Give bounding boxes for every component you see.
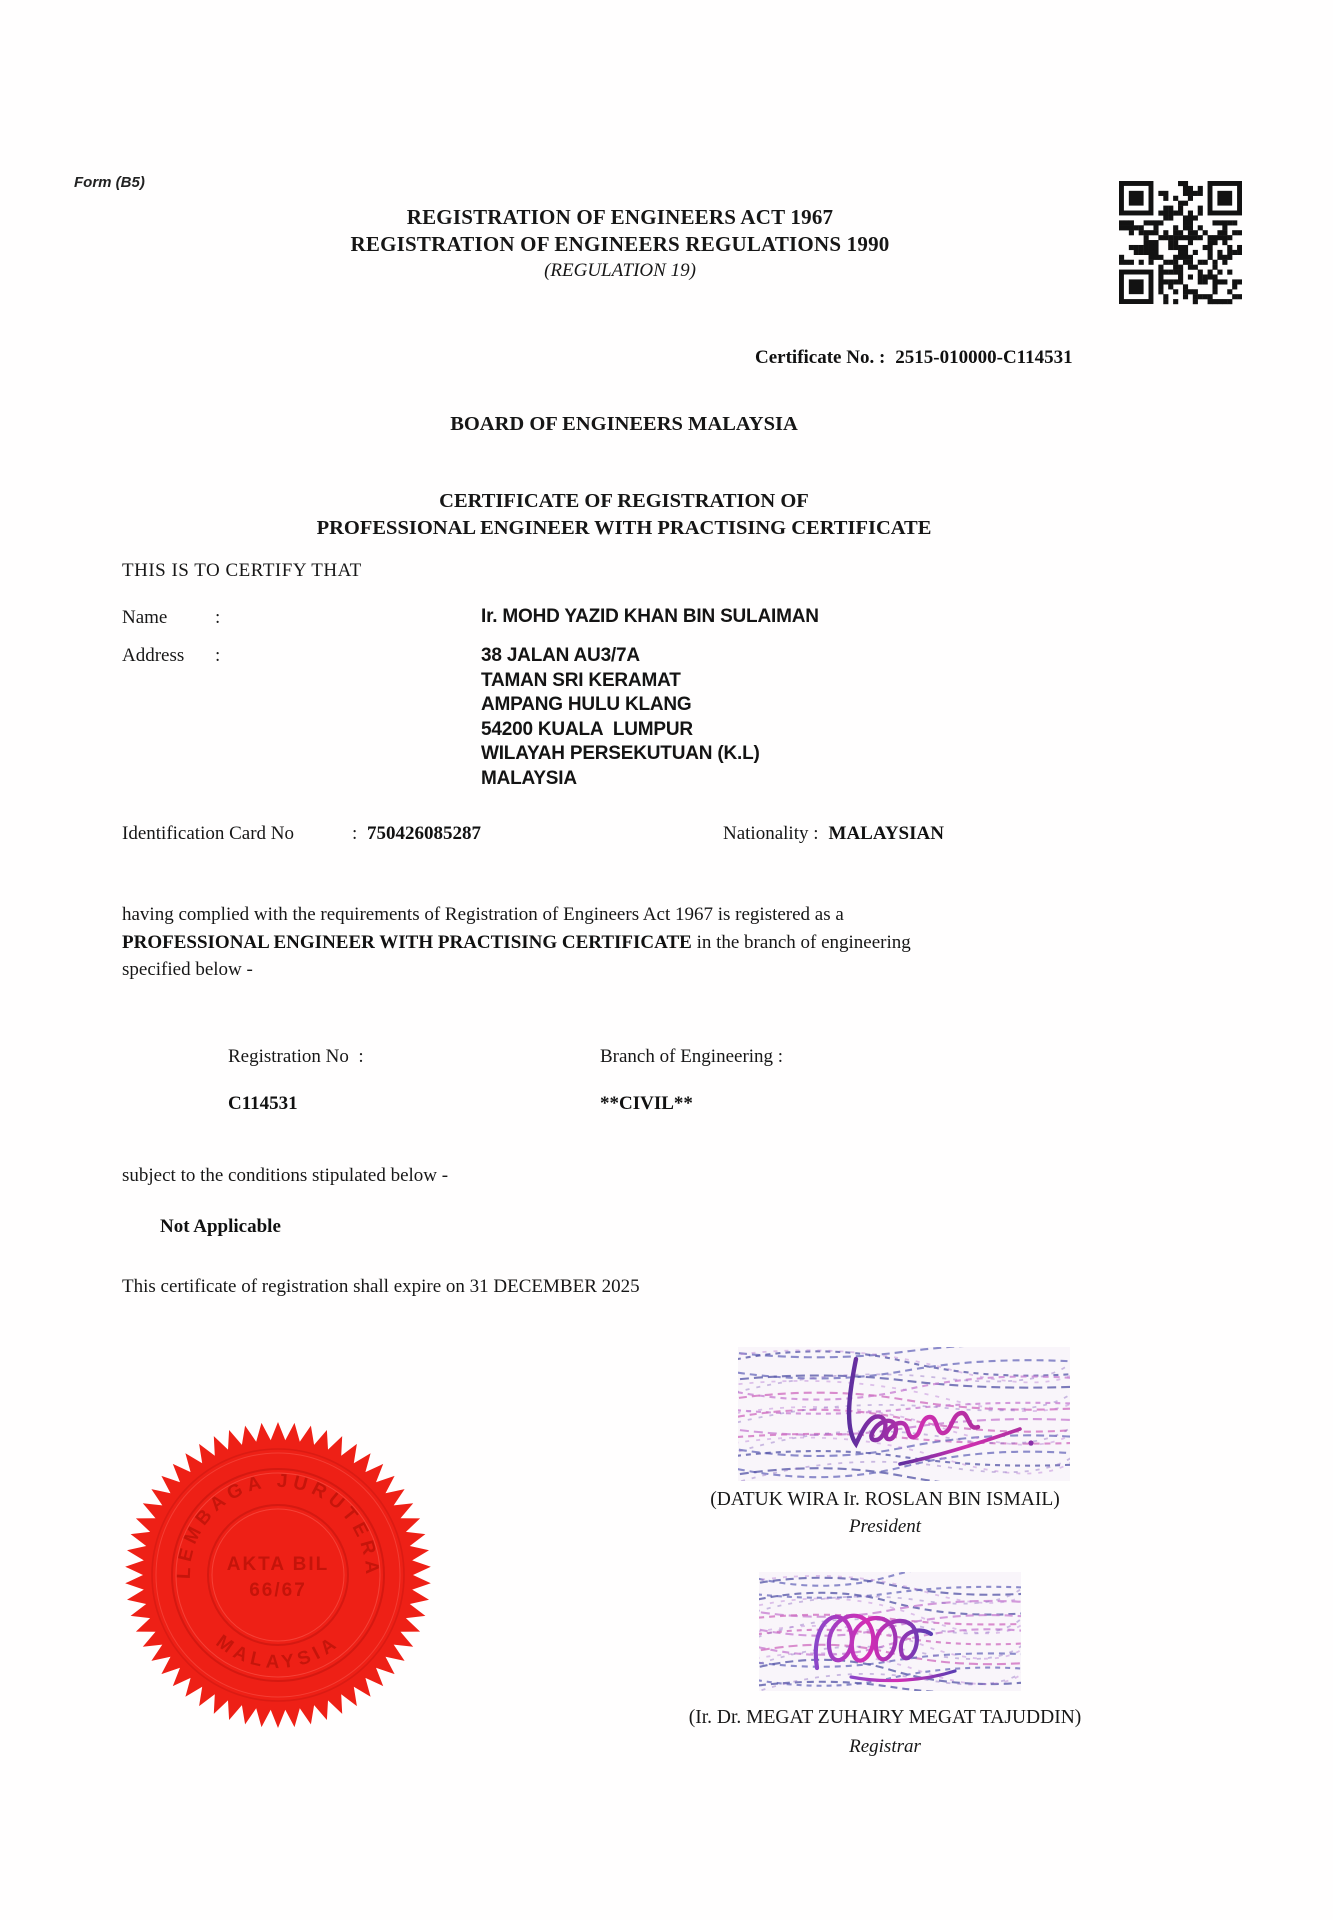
- address-line: MALAYSIA: [481, 767, 577, 789]
- address-block: [481, 644, 760, 791]
- regulations-title: REGISTRATION OF ENGINEERS REGULATIONS 1990: [350, 232, 890, 256]
- name-value: Ir. MOHD YAZID KHAN BIN SULAIMAN: [481, 606, 819, 627]
- registrar-signature-image: [759, 1572, 1021, 1691]
- certificate-number-value: 2515-010000-C114531: [895, 347, 1073, 368]
- regulation-subtitle: (REGULATION 19): [544, 260, 696, 281]
- board-title: BOARD OF ENGINEERS MALAYSIA: [450, 413, 798, 435]
- id-card-colon: :: [352, 823, 358, 844]
- expiry-text: This certificate of registration shall expire on 31 DECEMBER 2025: [122, 1276, 640, 1297]
- form-number-label: Form (B5): [74, 174, 145, 191]
- nationality-label: Nationality :: [723, 823, 819, 844]
- address-line: TAMAN SRI KERAMAT: [481, 669, 681, 691]
- registration-no-value: C114531: [228, 1093, 298, 1114]
- embossed-red-seal: [117, 1414, 439, 1736]
- address-colon: :: [215, 645, 221, 666]
- seal-ring-bottom-text: MALAYSIA: [211, 1631, 345, 1674]
- seal-ring-top-text: LEMBAGA JURUTERA: [173, 1470, 383, 1580]
- certificate-title-line2: PROFESSIONAL ENGINEER WITH PRACTISING CERTIFICATE: [316, 517, 932, 539]
- certificate-number-label: Certificate No. :: [755, 347, 886, 368]
- president-signature-dot: [1028, 1440, 1033, 1445]
- address-line: 54200 KUALA LUMPUR: [481, 718, 693, 740]
- nationality-line: [723, 823, 944, 845]
- complied-line2-rest: in the branch of engineering: [691, 931, 911, 953]
- registrar-name: (Ir. Dr. MEGAT ZUHAIRY MEGAT TAJUDDIN): [688, 1707, 1082, 1728]
- certify-intro: THIS IS TO CERTIFY THAT: [122, 560, 362, 581]
- branch-value: **CIVIL**: [600, 1093, 693, 1114]
- id-card-value: 750426085287: [367, 823, 481, 844]
- nationality-value: MALAYSIAN: [828, 823, 944, 844]
- certificate-title-line1: CERTIFICATE OF REGISTRATION OF: [439, 490, 809, 512]
- address-line: AMPANG HULU KLANG: [481, 694, 692, 715]
- complied-line2: [122, 929, 1262, 957]
- complied-bold-phrase: PROFESSIONAL ENGINEER WITH PRACTISING CERTIFICATE: [122, 931, 692, 953]
- conditions-value: Not Applicable: [160, 1216, 281, 1237]
- president-title: President: [848, 1516, 922, 1537]
- president-name: (DATUK WIRA Ir. ROSLAN BIN ISMAIL): [710, 1489, 1060, 1510]
- conditions-intro: subject to the conditions stipulated below -: [122, 1165, 449, 1186]
- president-signature-image: [738, 1347, 1070, 1481]
- name-label: Name: [122, 607, 168, 628]
- registrar-title: Registrar: [849, 1736, 921, 1757]
- name-colon: :: [215, 607, 221, 628]
- id-card-label: Identification Card No: [122, 823, 295, 844]
- qr-code-icon: [1119, 180, 1242, 305]
- address-label: Address: [122, 645, 185, 666]
- complied-line3: specified below -: [122, 959, 253, 980]
- address-line: WILAYAH PERSEKUTUAN (K.L): [481, 743, 760, 764]
- certificate-number-line: [755, 347, 1073, 369]
- registration-no-label: Registration No :: [228, 1046, 364, 1067]
- act-title: REGISTRATION OF ENGINEERS ACT 1967: [406, 205, 834, 229]
- complied-paragraph: [122, 901, 1262, 984]
- seal-center-line1: AKTA BIL: [226, 1554, 330, 1575]
- address-line: 38 JALAN AU3/7A: [481, 645, 640, 666]
- branch-label: Branch of Engineering :: [600, 1046, 784, 1067]
- seal-center-line2: 66/67: [249, 1580, 307, 1601]
- complied-line1: having complied with the requirements of Registration of Engineers Act 1967 is registered as a: [122, 904, 844, 925]
